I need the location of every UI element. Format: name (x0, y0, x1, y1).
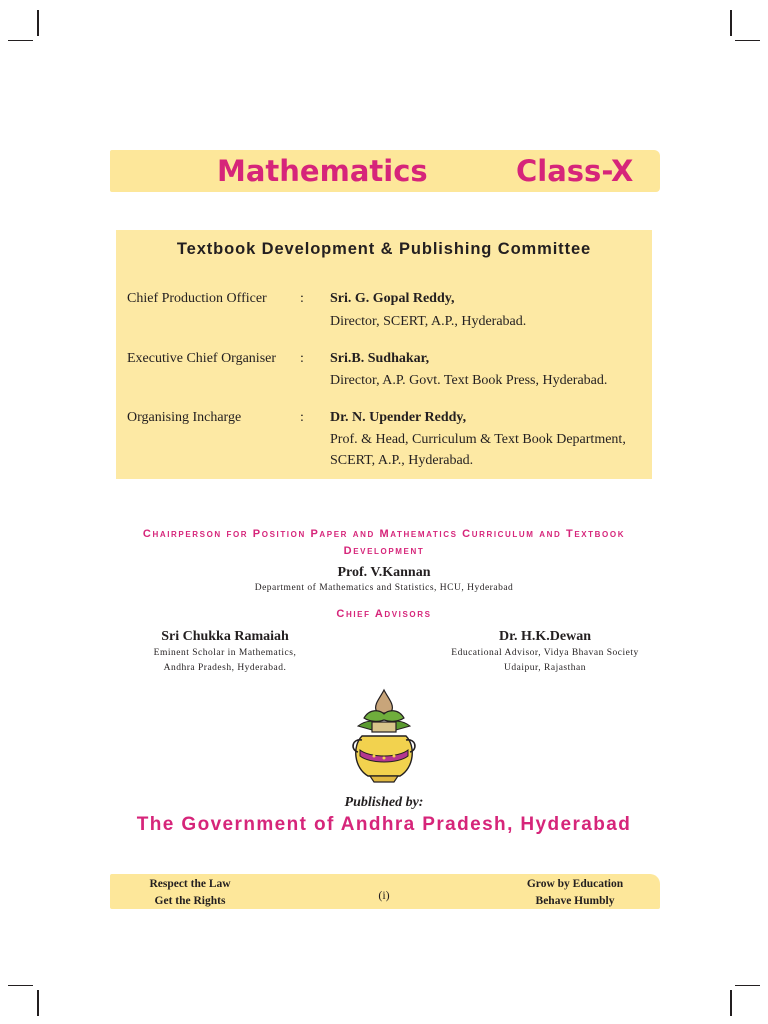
role-colon: : (300, 351, 304, 366)
crop-mark (735, 40, 760, 41)
footer-motto-line: Grow by Education (526, 878, 624, 890)
chairperson-name: Prof. V.Kannan (337, 565, 431, 580)
footer-motto-line: Get the Rights (154, 895, 226, 907)
member-detail: Prof. & Head, Curriculum & Text Book Department, (330, 432, 626, 447)
subject-title: Mathematics (217, 154, 428, 188)
footer-motto-right (505, 876, 645, 910)
chairperson-heading (100, 526, 668, 560)
publisher-name: The Government of Andhra Pradesh, Hyderabad (136, 814, 632, 835)
member-detail: Director, SCERT, A.P., Hyderabad. (330, 314, 527, 329)
crop-mark (37, 10, 39, 36)
role-label: Chief Production Officer (127, 291, 267, 306)
advisor-name: Sri Chukka Ramaiah (161, 629, 289, 644)
crop-mark (730, 990, 732, 1016)
advisor-detail: Andhra Pradesh, Hyderabad. (163, 663, 287, 673)
crop-mark (730, 10, 732, 36)
published-by-label: Published by: (344, 795, 424, 810)
role-label: Executive Chief Organiser (127, 351, 277, 366)
advisor-name: Dr. H.K.Dewan (498, 629, 592, 644)
advisor-detail: Educational Advisor, Vidya Bhavan Society (451, 648, 639, 658)
footer-motto-left (120, 876, 260, 910)
committee-heading: Textbook Development & Publishing Committee (176, 240, 592, 258)
role-colon: : (300, 410, 304, 425)
advisors-heading: Chief Advisors (336, 608, 432, 620)
role-label: Organising Incharge (127, 410, 242, 425)
footer-motto-line: Behave Humbly (535, 895, 615, 907)
crop-mark (37, 990, 39, 1016)
member-name: Sri.B. Sudhakar, (330, 351, 430, 366)
chairperson-heading-line: Chairperson for Position Paper and Mathematics Curriculum and Textbook (142, 528, 626, 540)
member-detail: Director, A.P. Govt. Text Book Press, Hyderabad. (330, 373, 608, 388)
crop-mark (8, 40, 33, 41)
page-number: (i) (378, 888, 390, 902)
footer-motto-line: Respect the Law (149, 878, 231, 890)
class-title: Class-X (516, 154, 634, 188)
chairperson-affiliation: Department of Mathematics and Statistics, HCU, Hyderabad (254, 583, 514, 593)
role-colon: : (300, 291, 304, 306)
advisor-detail: Udaipur, Rajasthan (504, 663, 586, 673)
advisor-detail: Eminent Scholar in Mathematics, (153, 648, 297, 658)
member-name: Sri. G. Gopal Reddy, (330, 291, 455, 306)
member-name: Dr. N. Upender Reddy, (330, 410, 467, 425)
crop-mark (8, 985, 33, 986)
chairperson-heading-line: Development (343, 545, 425, 557)
crop-mark (735, 985, 760, 986)
purna-kumbham-emblem-icon (344, 688, 424, 784)
member-detail: SCERT, A.P., Hyderabad. (330, 453, 474, 468)
